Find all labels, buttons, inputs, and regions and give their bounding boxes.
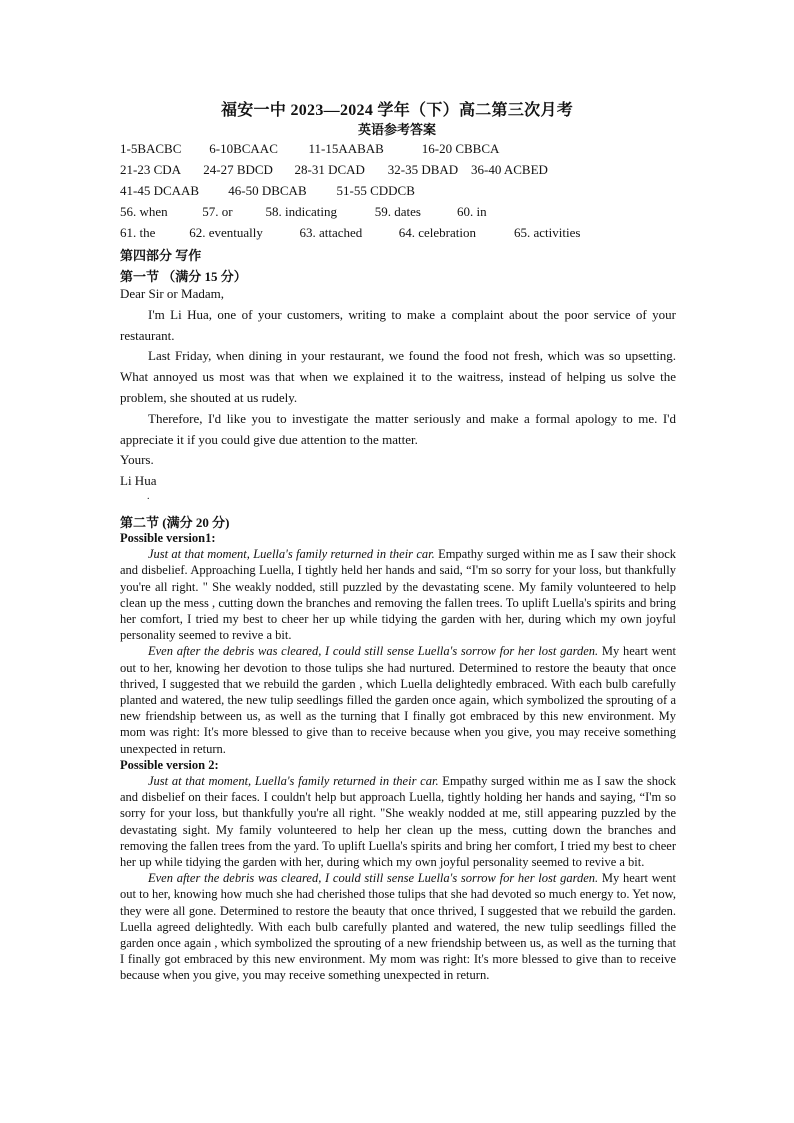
letter-paragraph: Therefore, I'd like you to investigate the matter seriously and make a formal apology to me. I'd appreciate it if you could give due attention to the matter. <box>120 410 676 447</box>
answer-item: 61. the <box>120 225 156 240</box>
answer-item: 62. eventually <box>189 225 263 240</box>
answer-row-1 <box>120 141 499 157</box>
version-label: Possible version1: <box>120 531 216 545</box>
model-essays <box>120 530 676 984</box>
letter-paragraph: I'm Li Hua, one of your customers, writing to make a complaint about the poor service of your restaurant. <box>120 306 676 343</box>
answer-item: 16-20 CBBCA <box>421 141 500 156</box>
paragraph-body: My heart went out to her, knowing her devotion to those tulips she had nurtured. Determined to restore the beauty that once thrived, I suggested that we rebuild the garden , which Luella delightedly embraced. With each bulb carefully planted and watered, the new tulip seedlings filled the garden once again, which symbolized the sprouting of a new friendship between us, as well as the turning that I finally got embraced by this new environment. My mom was right: It's more blessed to give than to receive because when you give, you may receive something unexpected in return. <box>120 644 676 756</box>
essay-paragraph <box>120 546 676 643</box>
given-opening-sentence: Just at that moment, Luella's family returned in their car. <box>148 774 439 789</box>
given-opening-sentence: Even after the debris was cleared, I could still sense Luella's sorrow for her lost garden. <box>148 871 599 886</box>
answer-row-2 <box>120 162 548 178</box>
essay-paragraph <box>120 773 676 870</box>
answer-item: 59. dates <box>374 204 421 219</box>
page-title: 福安一中 2023—2024 学年（下）高二第三次月考 <box>220 102 574 119</box>
model-letter <box>120 284 676 492</box>
answer-item: 36-40 ACBED <box>471 162 548 177</box>
answer-item: 11-15AABAB <box>308 141 384 156</box>
paragraph-body: My heart went out to her, knowing how much she had cherished those tulips that she had devoted so much energy to. Yet now, they were all gone. Determined to restore the beauty that once thrived, I suggested that we rebuild the garden. Luella agreed delightedly. With each bulb carefully planted and watered, the new tulip seedlings filled the garden once again , which symbolized the sprouting of a new friendship between us, as well as the turning that I finally got embraced by this new environment. My mom was right: It's more blessed to give than to receive because when you give, you may receive something unexpected in return. <box>120 871 676 983</box>
answer-item: 41-45 DCAAB <box>120 183 200 198</box>
answer-item: 65. activities <box>514 225 581 240</box>
answer-item: 6-10BCAAC <box>209 141 278 156</box>
paragraph-body: Empathy surged within me as I saw the shock and disbelief on their faces. I couldn't help but approach Luella, tightly holding her hands and saying, “I'm so sorry for your loss, but thankfully you're all right. "She weakly nodded at me, still appearing puzzled by the devastating sight. My family volunteered to help her clean up the mess, cutting down the branches and removing the fallen trees from the yard. To uplift Luella's spirits and bring her comfort, I tried my best to cheer her up while tidying the garden with her, during which my own joyful personality seemed to revive a bit. <box>120 774 676 870</box>
answer-item: 64. celebration <box>398 225 476 240</box>
answer-row-5 <box>120 225 580 241</box>
letter-paragraph: Last Friday, when dining in your restaurant, we found the food not fresh, which was so upsetting. What annoyed us most was that when we explained it to the waitress, instead of helping us solve the problem, she shouted at us rudely. <box>120 348 676 405</box>
version-label: Possible version 2: <box>120 757 219 772</box>
answer-item: 63. attached <box>299 225 363 240</box>
given-opening-sentence: Even after the debris was cleared, I could still sense Luella's sorrow for her lost garden. <box>148 644 599 659</box>
answer-item: 58. indicating <box>265 204 337 219</box>
answer-item: 51-55 CDDCB <box>336 183 415 198</box>
answer-item: 21-23 CDA <box>120 162 182 177</box>
essay-paragraph <box>120 643 676 756</box>
answer-row-3 <box>120 183 415 199</box>
answer-item: 46-50 DBCAB <box>228 183 307 198</box>
answer-item: 24-27 BDCD <box>203 162 273 177</box>
letter-closing: Yours. <box>120 452 154 468</box>
given-opening-sentence: Just at that moment, Luella's family returned in their car. <box>148 547 435 562</box>
answer-row-4 <box>120 204 487 220</box>
paragraph-body: Empathy surged within me as I saw their shock and disbelief. Approaching Luella, I tightly held her hands and said, “I'm so sorry for your loss, but thankfully you're all right. " She weakly nodded, still puzzled by the devastating scene. My family volunteered to help clean up the mess , cutting down the branches and removing the fallen trees. To uplift Luella's spirits and bring her comfort, I tried my best to cheer her up while tidying the garden with her, during which my own joyful personality seemed to revive a bit. <box>120 547 676 643</box>
answer-item: 1-5BACBC <box>120 141 182 156</box>
section-heading-1: 第一节 （满分 15 分） <box>120 269 247 284</box>
letter-greeting: Dear Sir or Madam, <box>120 286 224 301</box>
answer-item: 32-35 DBAD <box>387 162 459 177</box>
section-heading-2: 第二节 (满分 20 分) <box>120 515 230 530</box>
stray-dot: . <box>147 491 150 502</box>
answer-item: 60. in <box>457 204 487 219</box>
page-subtitle: 英语参考答案 <box>357 122 436 137</box>
letter-signature: Li Hua <box>120 473 157 489</box>
essay-paragraph <box>120 870 676 983</box>
answer-item: 57. or <box>202 204 233 219</box>
answer-item: 56. when <box>120 204 168 219</box>
answer-item: 28-31 DCAD <box>294 162 365 177</box>
part-heading: 第四部分 写作 <box>120 248 202 263</box>
